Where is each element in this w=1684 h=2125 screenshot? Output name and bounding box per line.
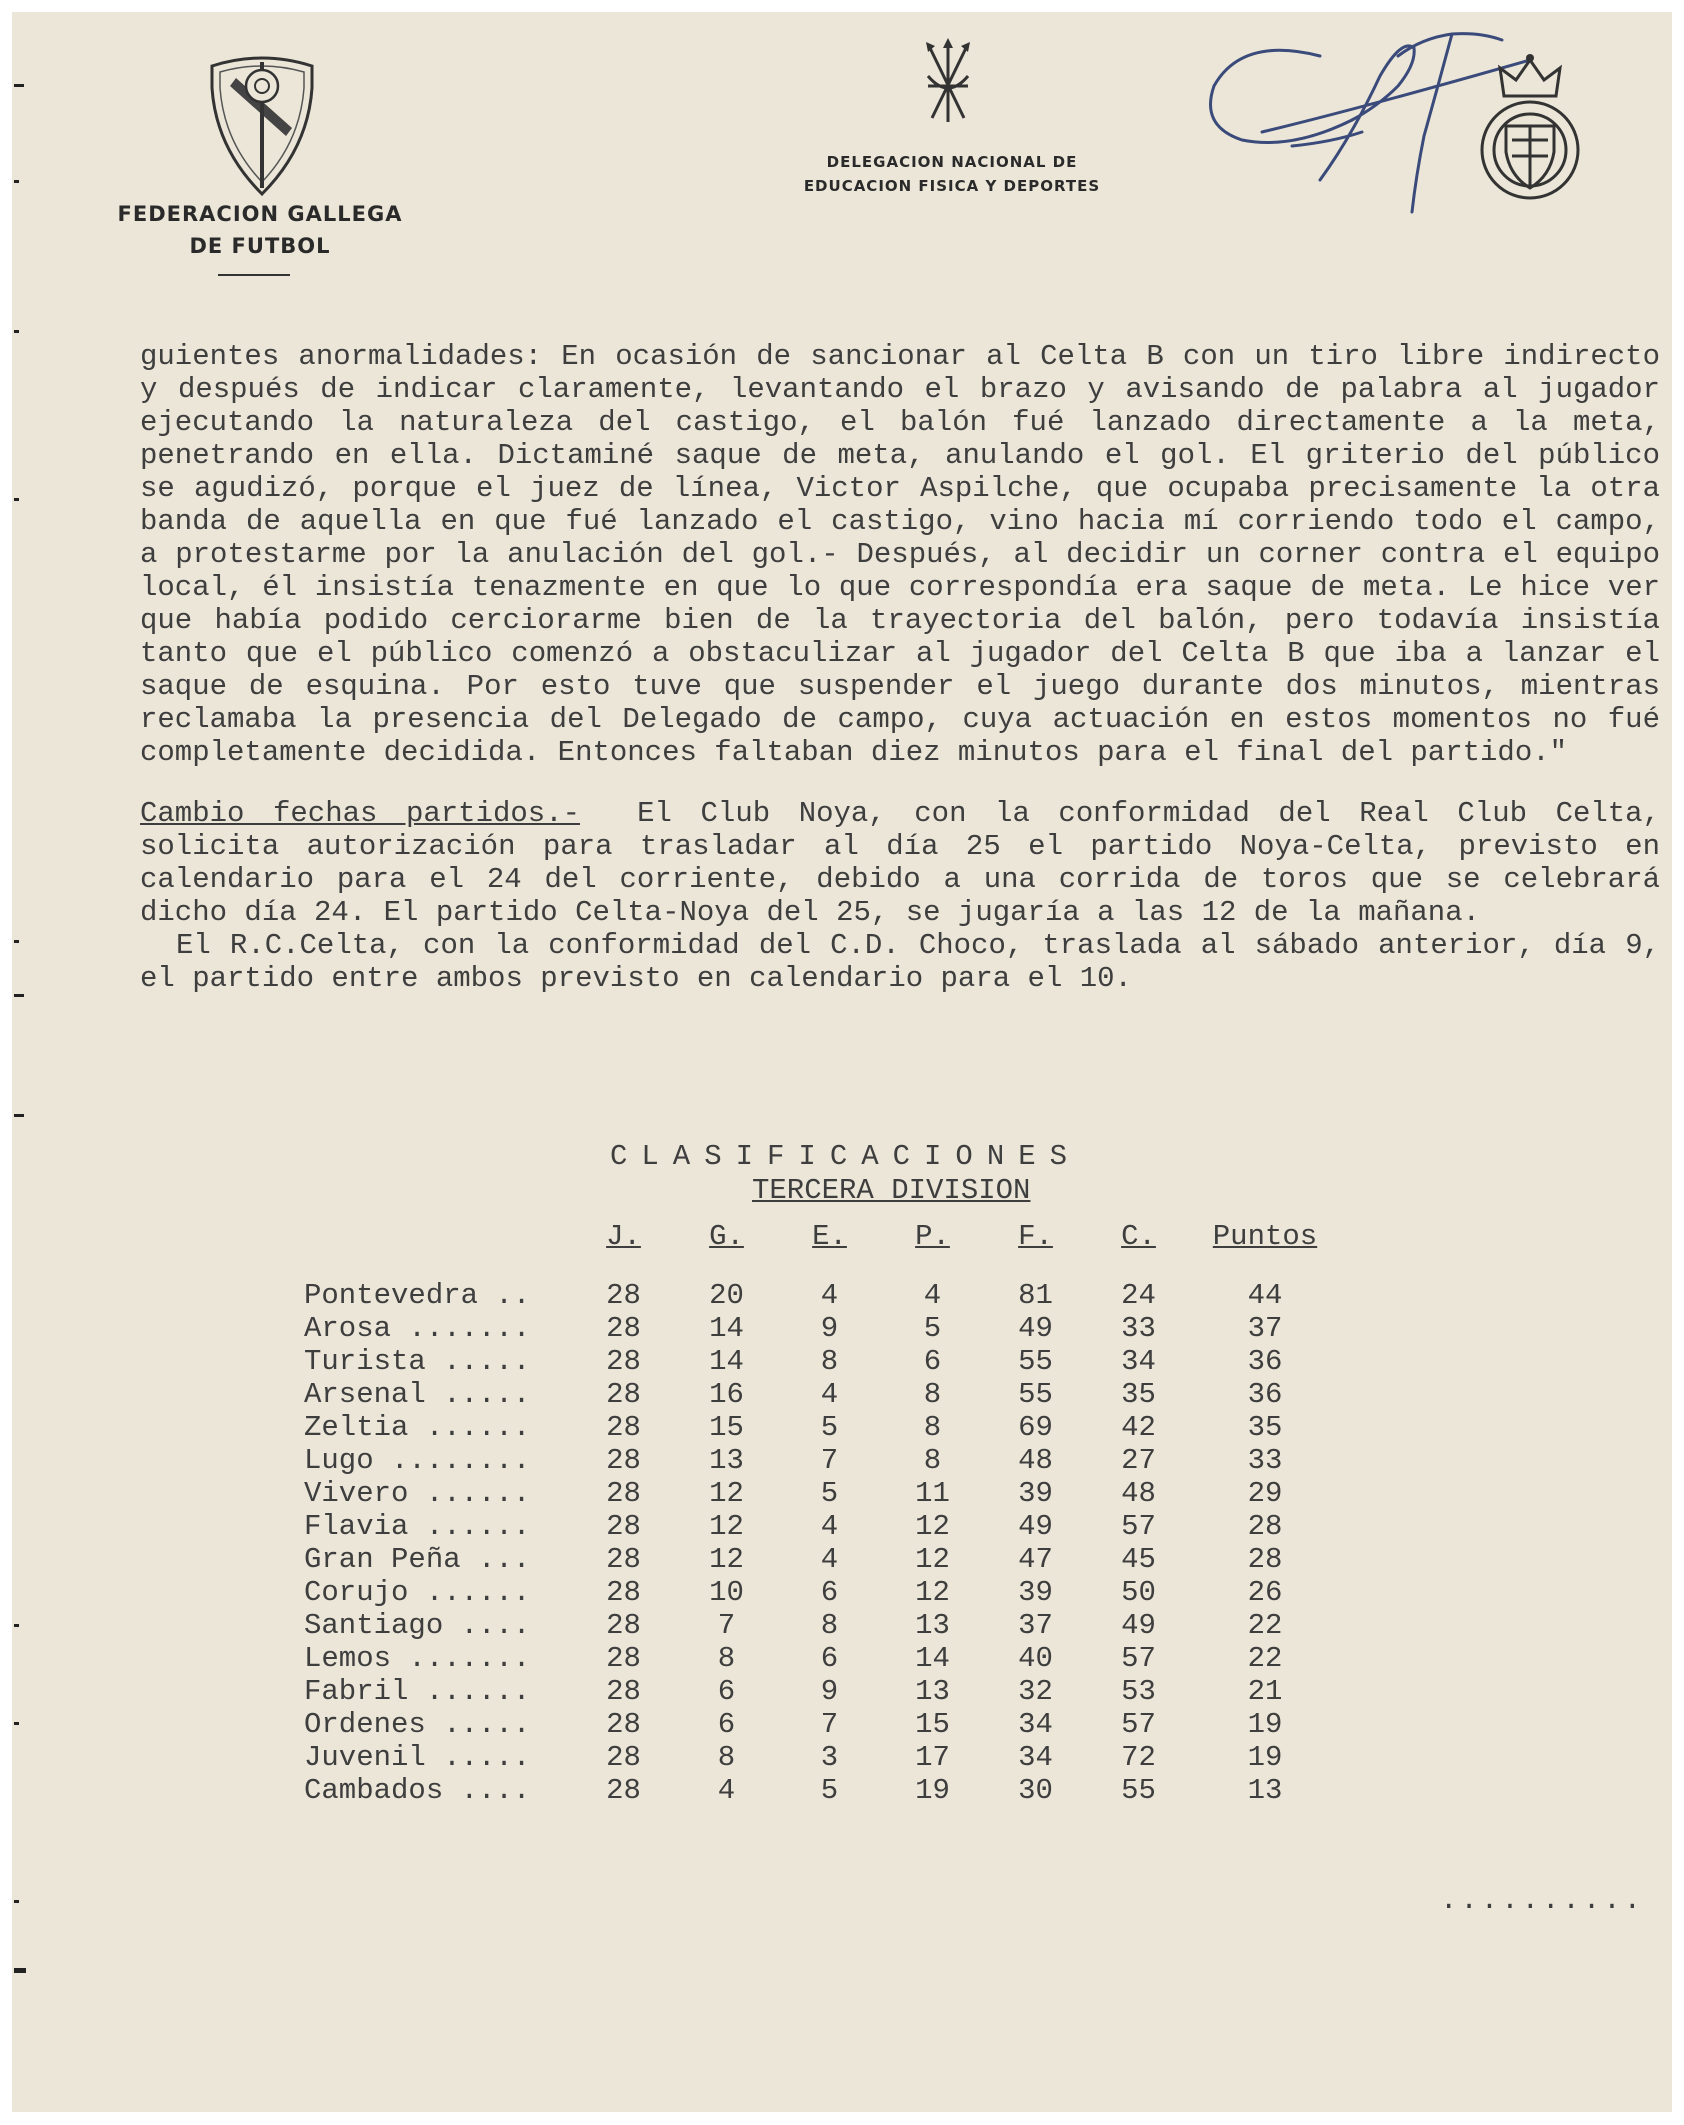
center-org-line-2: EDUCACION FISICA Y DEPORTES	[803, 177, 1101, 195]
cell-goals-against: 33	[1121, 1312, 1156, 1345]
column-header-lost: P.	[915, 1220, 950, 1253]
margin-mark	[14, 84, 24, 87]
cell-goals-against: 57	[1121, 1510, 1156, 1543]
cell-goals-for: 81	[1018, 1279, 1053, 1312]
cell-goals-against: 24	[1121, 1279, 1156, 1312]
cell-drawn: 9	[820, 1675, 839, 1708]
table-row	[304, 1411, 1340, 1444]
cell-goals-for: 47	[1018, 1543, 1053, 1576]
cell-drawn: 5	[820, 1774, 839, 1807]
cell-played: 28	[606, 1444, 641, 1477]
continuation-dots: ..........	[1440, 1884, 1645, 1917]
cell-played: 28	[606, 1576, 641, 1609]
margin-mark	[14, 1968, 26, 1973]
team-name: Arsenal .....	[304, 1378, 531, 1411]
margin-mark	[14, 498, 19, 501]
cell-points: 22	[1247, 1609, 1283, 1642]
cell-goals-for: 39	[1018, 1576, 1053, 1609]
cell-won: 16	[709, 1378, 744, 1411]
cell-lost: 8	[923, 1444, 942, 1477]
cell-won: 12	[709, 1543, 744, 1576]
cell-lost: 13	[915, 1609, 950, 1642]
column-header-drawn: E.	[812, 1220, 847, 1253]
cell-won: 6	[717, 1708, 736, 1741]
team-name: Ordenes .....	[304, 1708, 531, 1741]
cell-won: 6	[717, 1675, 736, 1708]
cell-played: 28	[606, 1345, 641, 1378]
federation-crest-icon	[206, 48, 318, 200]
cell-won: 20	[709, 1279, 744, 1312]
left-org-line-2: DE FUTBOL	[189, 234, 331, 258]
cell-goals-for: 49	[1018, 1510, 1053, 1543]
table-row	[304, 1609, 1340, 1642]
cell-played: 28	[606, 1774, 641, 1807]
margin-mark	[14, 994, 24, 997]
cell-lost: 8	[923, 1378, 942, 1411]
team-name: Corujo ......	[304, 1576, 531, 1609]
cell-lost: 14	[915, 1642, 950, 1675]
team-name: Turista .....	[304, 1345, 531, 1378]
cell-points: 19	[1247, 1741, 1283, 1774]
cell-lost: 15	[915, 1708, 950, 1741]
celta-choco-text: El R.C.Celta, con la conformidad del C.D. Choco, traslada al sábado anterior, día 9, el partido entre ambos previsto en calendario para el 10.	[140, 929, 1660, 995]
column-header-goals-for: F.	[1018, 1220, 1053, 1253]
cell-points: 21	[1247, 1675, 1283, 1708]
cell-lost: 12	[915, 1576, 950, 1609]
cell-drawn: 7	[820, 1708, 839, 1741]
cell-played: 28	[606, 1378, 641, 1411]
margin-mark	[14, 1900, 19, 1903]
cell-drawn: 8	[820, 1609, 839, 1642]
cell-drawn: 4	[820, 1510, 839, 1543]
cell-lost: 12	[915, 1543, 950, 1576]
table-row	[304, 1642, 1340, 1675]
cell-lost: 6	[923, 1345, 942, 1378]
cell-won: 12	[709, 1510, 744, 1543]
cell-won: 4	[717, 1774, 736, 1807]
table-row	[304, 1477, 1340, 1510]
document-page	[12, 12, 1672, 2112]
team-name: Arosa .......	[304, 1312, 531, 1345]
standings-subtitle: TERCERA DIVISION	[752, 1174, 1031, 1207]
cell-goals-against: 45	[1121, 1543, 1156, 1576]
table-row	[304, 1708, 1340, 1741]
cell-won: 12	[709, 1477, 744, 1510]
team-name: Zeltia ......	[304, 1411, 531, 1444]
cell-goals-against: 57	[1121, 1642, 1156, 1675]
cell-drawn: 3	[820, 1741, 839, 1774]
cell-points: 19	[1247, 1708, 1283, 1741]
section-heading: Cambio fechas partidos.-	[140, 797, 580, 830]
standings-body	[304, 1279, 1340, 1807]
team-name: Santiago ....	[304, 1609, 531, 1642]
cell-lost: 4	[923, 1279, 942, 1312]
cell-points: 28	[1247, 1510, 1283, 1543]
schedule-change-text: El Club Noya, con la conformidad del Real Club Celta, solicita autorización para trasladar al día 25 el partido Noya-Celta, previsto en calendario para el 24 del corriente, debido a una corrida de toros que se celebrará dicho día 24. El partido Celta-Noya del 25, se jugaría a las 12 de la mañana.	[140, 797, 1660, 929]
cell-won: 8	[717, 1741, 736, 1774]
yoke-arrows-icon	[920, 38, 976, 128]
table-row	[304, 1741, 1340, 1774]
cell-goals-for: 39	[1018, 1477, 1053, 1510]
cell-goals-for: 34	[1018, 1708, 1053, 1741]
cell-played: 28	[606, 1609, 641, 1642]
cell-played: 28	[606, 1477, 641, 1510]
cell-goals-against: 72	[1121, 1741, 1156, 1774]
cell-played: 28	[606, 1543, 641, 1576]
cell-played: 28	[606, 1312, 641, 1345]
cell-goals-against: 57	[1121, 1708, 1156, 1741]
margin-mark	[14, 330, 19, 333]
cell-points: 26	[1247, 1576, 1283, 1609]
cell-goals-for: 55	[1018, 1345, 1053, 1378]
cell-drawn: 7	[820, 1444, 839, 1477]
cell-goals-for: 48	[1018, 1444, 1053, 1477]
cell-goals-for: 40	[1018, 1642, 1053, 1675]
column-header-won: G.	[709, 1220, 744, 1253]
margin-mark	[14, 940, 19, 943]
margin-mark	[14, 1114, 24, 1117]
cell-points: 44	[1247, 1279, 1283, 1312]
cell-points: 29	[1247, 1477, 1283, 1510]
cell-goals-against: 42	[1121, 1411, 1156, 1444]
cell-goals-against: 50	[1121, 1576, 1156, 1609]
schedule-change-paragraph	[140, 797, 1660, 929]
table-row	[304, 1378, 1340, 1411]
cell-drawn: 6	[820, 1576, 839, 1609]
report-paragraph: guientes anormalidades: En ocasión de sancionar al Celta B con un tiro libre indirecto y después de indicar claramente, levantando el brazo y avisando de palabra al jugador ejecutando la naturaleza del castigo, el balón fué lanzado directamente a la meta, penetrando en ella. Dictaminé saque de meta, anulando el gol. El griterio del público se agudizó, porque el juez de línea, Victor Aspilche, que ocupaba precisamente la otra banda de aquella en que fué lanzado el castigo, vino hacia mí corriendo todo el campo, a protestarme por la anulación del gol.- Después, al decidir un corner contra el equipo local, él insistía tenazmente en que lo que correspondía era saque de meta. Le hice ver que había podido cerciorarme bien de la trayectoria del balón, pero todavía insistía tanto que el público comenzó a obstaculizar al jugador del Celta B que iba a lanzar el saque de esquina. Por esto tuve que suspender el juego durante dos minutos, mientras reclamaba la presencia del Delegado de campo, cuya actuación en estos momentos no fué completamente decidida. Entonces faltaban diez minutos para el final del partido."	[140, 340, 1660, 769]
table-row	[304, 1279, 1340, 1312]
team-name: Flavia ......	[304, 1510, 531, 1543]
table-row	[304, 1675, 1340, 1708]
column-header-played: J.	[606, 1220, 641, 1253]
cell-played: 28	[606, 1675, 641, 1708]
team-name: Vivero ......	[304, 1477, 531, 1510]
cell-goals-against: 35	[1121, 1378, 1156, 1411]
team-name: Gran Peña ...	[304, 1543, 531, 1576]
cell-drawn: 4	[820, 1279, 839, 1312]
royal-crest-icon	[1474, 52, 1586, 212]
cell-played: 28	[606, 1279, 641, 1312]
cell-goals-for: 55	[1018, 1378, 1053, 1411]
cell-played: 28	[606, 1510, 641, 1543]
cell-points: 13	[1247, 1774, 1283, 1807]
cell-drawn: 8	[820, 1345, 839, 1378]
cell-points: 36	[1247, 1345, 1283, 1378]
cell-drawn: 9	[820, 1312, 839, 1345]
cell-goals-for: 32	[1018, 1675, 1053, 1708]
report-body	[140, 340, 1660, 995]
cell-lost: 19	[915, 1774, 950, 1807]
team-name: Pontevedra ..	[304, 1279, 531, 1312]
cell-drawn: 6	[820, 1642, 839, 1675]
cell-lost: 13	[915, 1675, 950, 1708]
cell-drawn: 4	[820, 1543, 839, 1576]
team-name: Lugo ........	[304, 1444, 531, 1477]
cell-points: 35	[1247, 1411, 1283, 1444]
cell-won: 14	[709, 1345, 744, 1378]
table-row	[304, 1543, 1340, 1576]
standings-title: CLASIFICACIONES	[610, 1140, 1082, 1173]
table-row	[304, 1576, 1340, 1609]
cell-won: 14	[709, 1312, 744, 1345]
team-name: Cambados ....	[304, 1774, 531, 1807]
cell-points: 33	[1247, 1444, 1283, 1477]
cell-goals-against: 48	[1121, 1477, 1156, 1510]
cell-played: 28	[606, 1642, 641, 1675]
cell-points: 28	[1247, 1543, 1283, 1576]
celta-choco-paragraph	[140, 929, 1660, 995]
cell-lost: 17	[915, 1741, 950, 1774]
cell-played: 28	[606, 1708, 641, 1741]
team-name: Fabril ......	[304, 1675, 531, 1708]
cell-goals-against: 27	[1121, 1444, 1156, 1477]
cell-drawn: 5	[820, 1477, 839, 1510]
cell-won: 8	[717, 1642, 736, 1675]
header-rule	[218, 274, 290, 276]
cell-goals-for: 69	[1018, 1411, 1053, 1444]
cell-goals-for: 37	[1018, 1609, 1053, 1642]
team-column-header	[304, 1220, 572, 1253]
cell-won: 7	[717, 1609, 736, 1642]
cell-goals-against: 34	[1121, 1345, 1156, 1378]
cell-played: 28	[606, 1411, 641, 1444]
left-org-line-1: FEDERACION GALLEGA	[117, 202, 403, 226]
team-name: Lemos .......	[304, 1642, 531, 1675]
table-row	[304, 1345, 1340, 1378]
cell-lost: 5	[923, 1312, 942, 1345]
table-row	[304, 1774, 1340, 1807]
cell-goals-against: 53	[1121, 1675, 1156, 1708]
table-row	[304, 1510, 1340, 1543]
center-organization-name	[742, 150, 1162, 198]
margin-mark	[14, 1722, 19, 1725]
cell-drawn: 5	[820, 1411, 839, 1444]
left-organization-name	[100, 198, 420, 262]
cell-points: 37	[1247, 1312, 1283, 1345]
cell-lost: 11	[915, 1477, 950, 1510]
cell-goals-against: 49	[1121, 1609, 1156, 1642]
cell-points: 36	[1247, 1378, 1283, 1411]
center-org-line-1: DELEGACION NACIONAL DE	[826, 153, 1078, 171]
standings-header-row	[304, 1220, 1340, 1253]
cell-won: 10	[709, 1576, 744, 1609]
column-header-points: Puntos	[1212, 1220, 1318, 1253]
cell-goals-for: 34	[1018, 1741, 1053, 1774]
cell-won: 15	[709, 1411, 744, 1444]
standings-table	[304, 1220, 1340, 1807]
cell-goals-for: 49	[1018, 1312, 1053, 1345]
margin-mark	[14, 1624, 19, 1627]
cell-played: 28	[606, 1741, 641, 1774]
cell-won: 13	[709, 1444, 744, 1477]
column-header-goals-against: C.	[1121, 1220, 1156, 1253]
table-row	[304, 1312, 1340, 1345]
cell-lost: 8	[923, 1411, 942, 1444]
cell-drawn: 4	[820, 1378, 839, 1411]
team-name: Juvenil .....	[304, 1741, 531, 1774]
cell-points: 22	[1247, 1642, 1283, 1675]
table-row	[304, 1444, 1340, 1477]
cell-goals-against: 55	[1121, 1774, 1156, 1807]
margin-mark	[14, 180, 19, 183]
cell-lost: 12	[915, 1510, 950, 1543]
cell-goals-for: 30	[1018, 1774, 1053, 1807]
